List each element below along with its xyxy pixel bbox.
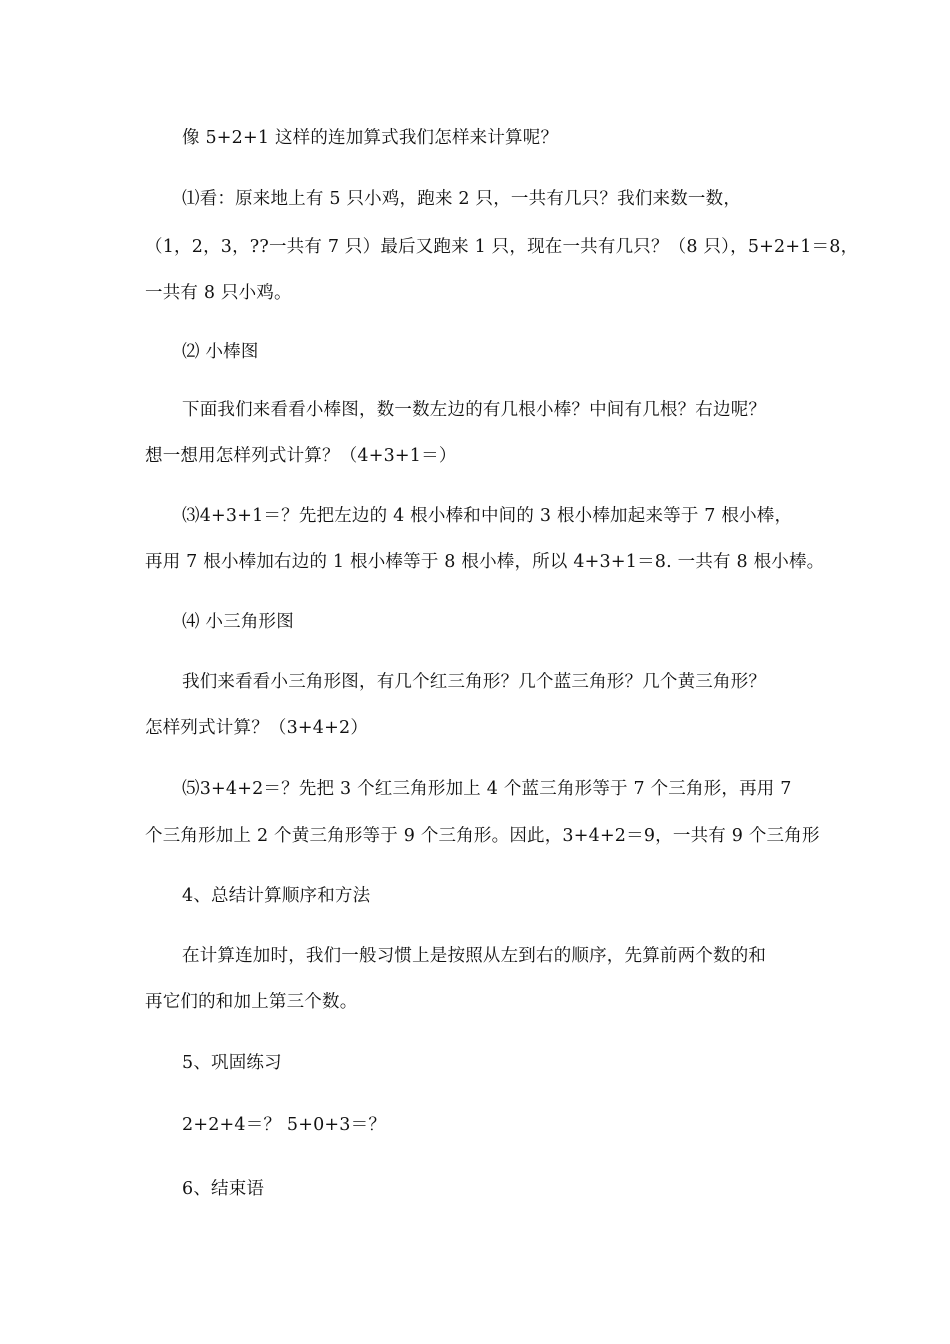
heading-triangle-figure: ⑷ 小三角形图 (182, 612, 294, 632)
paragraph-triangle-line1: 我们来看看小三角形图，有几个红三角形？几个蓝三角形？几个黄三角形？ (182, 672, 767, 692)
paragraph-practice-exercises: 2+2+4＝？ 5+0+3＝？ (182, 1115, 387, 1135)
paragraph-step1-line1: ⑴看：原来地上有 5 只小鸡，跑来 2 只，一共有几只？我们来数一数， (182, 189, 742, 209)
paragraph-stick-line1: 下面我们来看看小棒图，数一数左边的有几根小棒？中间有几根？右边呢？ (182, 400, 767, 420)
paragraph-step1-line3: 一共有 8 只小鸡。 (145, 283, 292, 303)
paragraph-triangle-line2: 怎样列式计算？（3+4+2） (145, 718, 369, 738)
heading-summary: 4、总结计算顺序和方法 (182, 886, 371, 906)
paragraph-intro-question: 像 5+2+1 这样的连加算式我们怎样来计算呢？ (182, 128, 559, 148)
paragraph-step5-line2: 个三角形加上 2 个黄三角形等于 9 个三角形。因此，3+4+2＝9，一共有 9 个三角形 (145, 826, 820, 846)
paragraph-step3-line2: 再用 7 根小棒加右边的 1 根小棒等于 8 根小棒，所以 4+3+1＝8. 一共有 8 根小棒。 (145, 552, 825, 572)
paragraph-step3-line1: ⑶4+3+1＝？先把左边的 4 根小棒和中间的 3 根小棒加起来等于 7 根小棒， (182, 506, 793, 526)
heading-practice: 5、巩固练习 (182, 1053, 282, 1073)
paragraph-summary-line1: 在计算连加时，我们一般习惯上是按照从左到右的顺序，先算前两个数的和 (182, 946, 767, 966)
paragraph-step1-line2: （1，2，3，??一共有 7 只）最后又跑来 1 只，现在一共有几只？（8 只），5+2+1＝8， (145, 237, 859, 257)
heading-stick-figure: ⑵ 小棒图 (182, 342, 259, 362)
paragraph-summary-line2: 再它们的和加上第三个数。 (145, 992, 358, 1012)
heading-closing: 6、结束语 (182, 1179, 265, 1199)
paragraph-step5-line1: ⑸3+4+2＝？先把 3 个红三角形加上 4 个蓝三角形等于 7 个三角形，再用 7 (182, 779, 792, 799)
paragraph-stick-line2: 想一想用怎样列式计算？（4+3+1＝） (145, 446, 457, 466)
